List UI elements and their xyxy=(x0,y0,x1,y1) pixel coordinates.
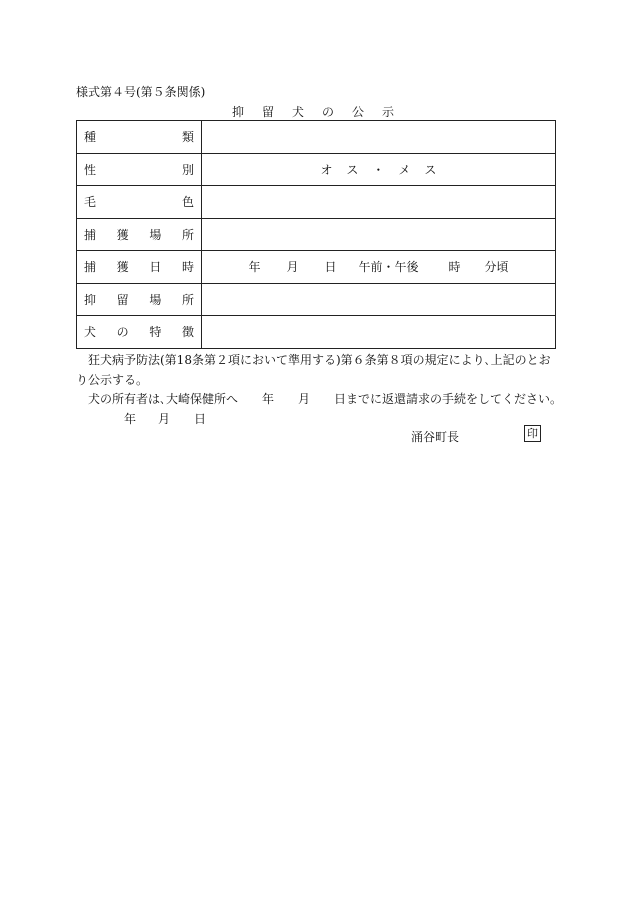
label-cell xyxy=(77,251,202,284)
table-row xyxy=(77,283,556,316)
label-char: 場 xyxy=(149,292,162,307)
label-cell xyxy=(77,153,202,186)
label-char: 色 xyxy=(181,195,194,210)
legal-basis-text: 狂犬病予防法(第18条第２項において準用する)第６条第８項の規定により､上記のとお xyxy=(88,353,551,367)
notice-date xyxy=(124,410,206,427)
label-char: 時 xyxy=(181,260,194,275)
table-row xyxy=(77,121,556,154)
label-char: 類 xyxy=(181,130,194,145)
label-cell xyxy=(77,186,202,219)
label-char: 別 xyxy=(181,162,194,177)
label-char: 犬 xyxy=(84,325,97,340)
detention-place-value xyxy=(202,283,556,316)
capture-datetime-value xyxy=(202,251,556,284)
seal-mark: 印 xyxy=(524,425,541,442)
table-row xyxy=(77,186,556,219)
label-char: 性 xyxy=(84,162,97,177)
return-request-text: 犬の所有者は､大崎保健所へ 年 月 日までに返還請求の手続をしてください｡ xyxy=(88,392,557,406)
label-char: の xyxy=(116,325,129,340)
label-char: 捕 xyxy=(84,227,97,242)
month-unit: 月 xyxy=(286,260,299,275)
label-char: 獲 xyxy=(116,260,129,275)
label-char: 種 xyxy=(84,130,97,145)
label-char: 特 xyxy=(149,325,162,340)
legal-basis-text-cont: り公示する｡ xyxy=(76,373,143,387)
label-char: 日 xyxy=(149,260,162,275)
day-unit: 日 xyxy=(194,412,207,426)
coat-color-value xyxy=(202,186,556,219)
sex-value xyxy=(202,153,556,186)
document-title: 抑留犬の公示 xyxy=(232,105,413,119)
dog-features-value xyxy=(202,316,556,349)
label-char: 場 xyxy=(149,227,162,242)
year-unit: 年 xyxy=(248,260,261,275)
sex-options: オス・メス xyxy=(320,162,451,177)
table-row xyxy=(77,218,556,251)
mayor-title: 涌谷町長 xyxy=(411,430,460,444)
label-cell xyxy=(77,316,202,349)
breed-value xyxy=(202,121,556,154)
label-char: 所 xyxy=(181,292,194,307)
notice-table xyxy=(76,120,556,349)
ampm-option: 午前・午後 xyxy=(358,260,419,275)
label-char: 留 xyxy=(116,292,129,307)
label-char: 抑 xyxy=(84,292,97,307)
label-char: 獲 xyxy=(116,227,129,242)
label-char: 所 xyxy=(181,227,194,242)
year-unit: 年 xyxy=(124,412,137,426)
form-number: 様式第４号(第５条関係) xyxy=(76,85,206,99)
label-cell xyxy=(77,121,202,154)
label-cell xyxy=(77,218,202,251)
month-unit: 月 xyxy=(158,412,171,426)
capture-place-value xyxy=(202,218,556,251)
table-row xyxy=(77,251,556,284)
label-char: 徴 xyxy=(181,325,194,340)
table-row xyxy=(77,316,556,349)
table-row xyxy=(77,153,556,186)
label-cell xyxy=(77,283,202,316)
label-char: 捕 xyxy=(84,260,97,275)
hour-unit: 時 xyxy=(448,260,461,275)
day-unit: 日 xyxy=(324,260,337,275)
minute-unit: 分頃 xyxy=(484,260,509,275)
label-char: 毛 xyxy=(84,195,97,210)
